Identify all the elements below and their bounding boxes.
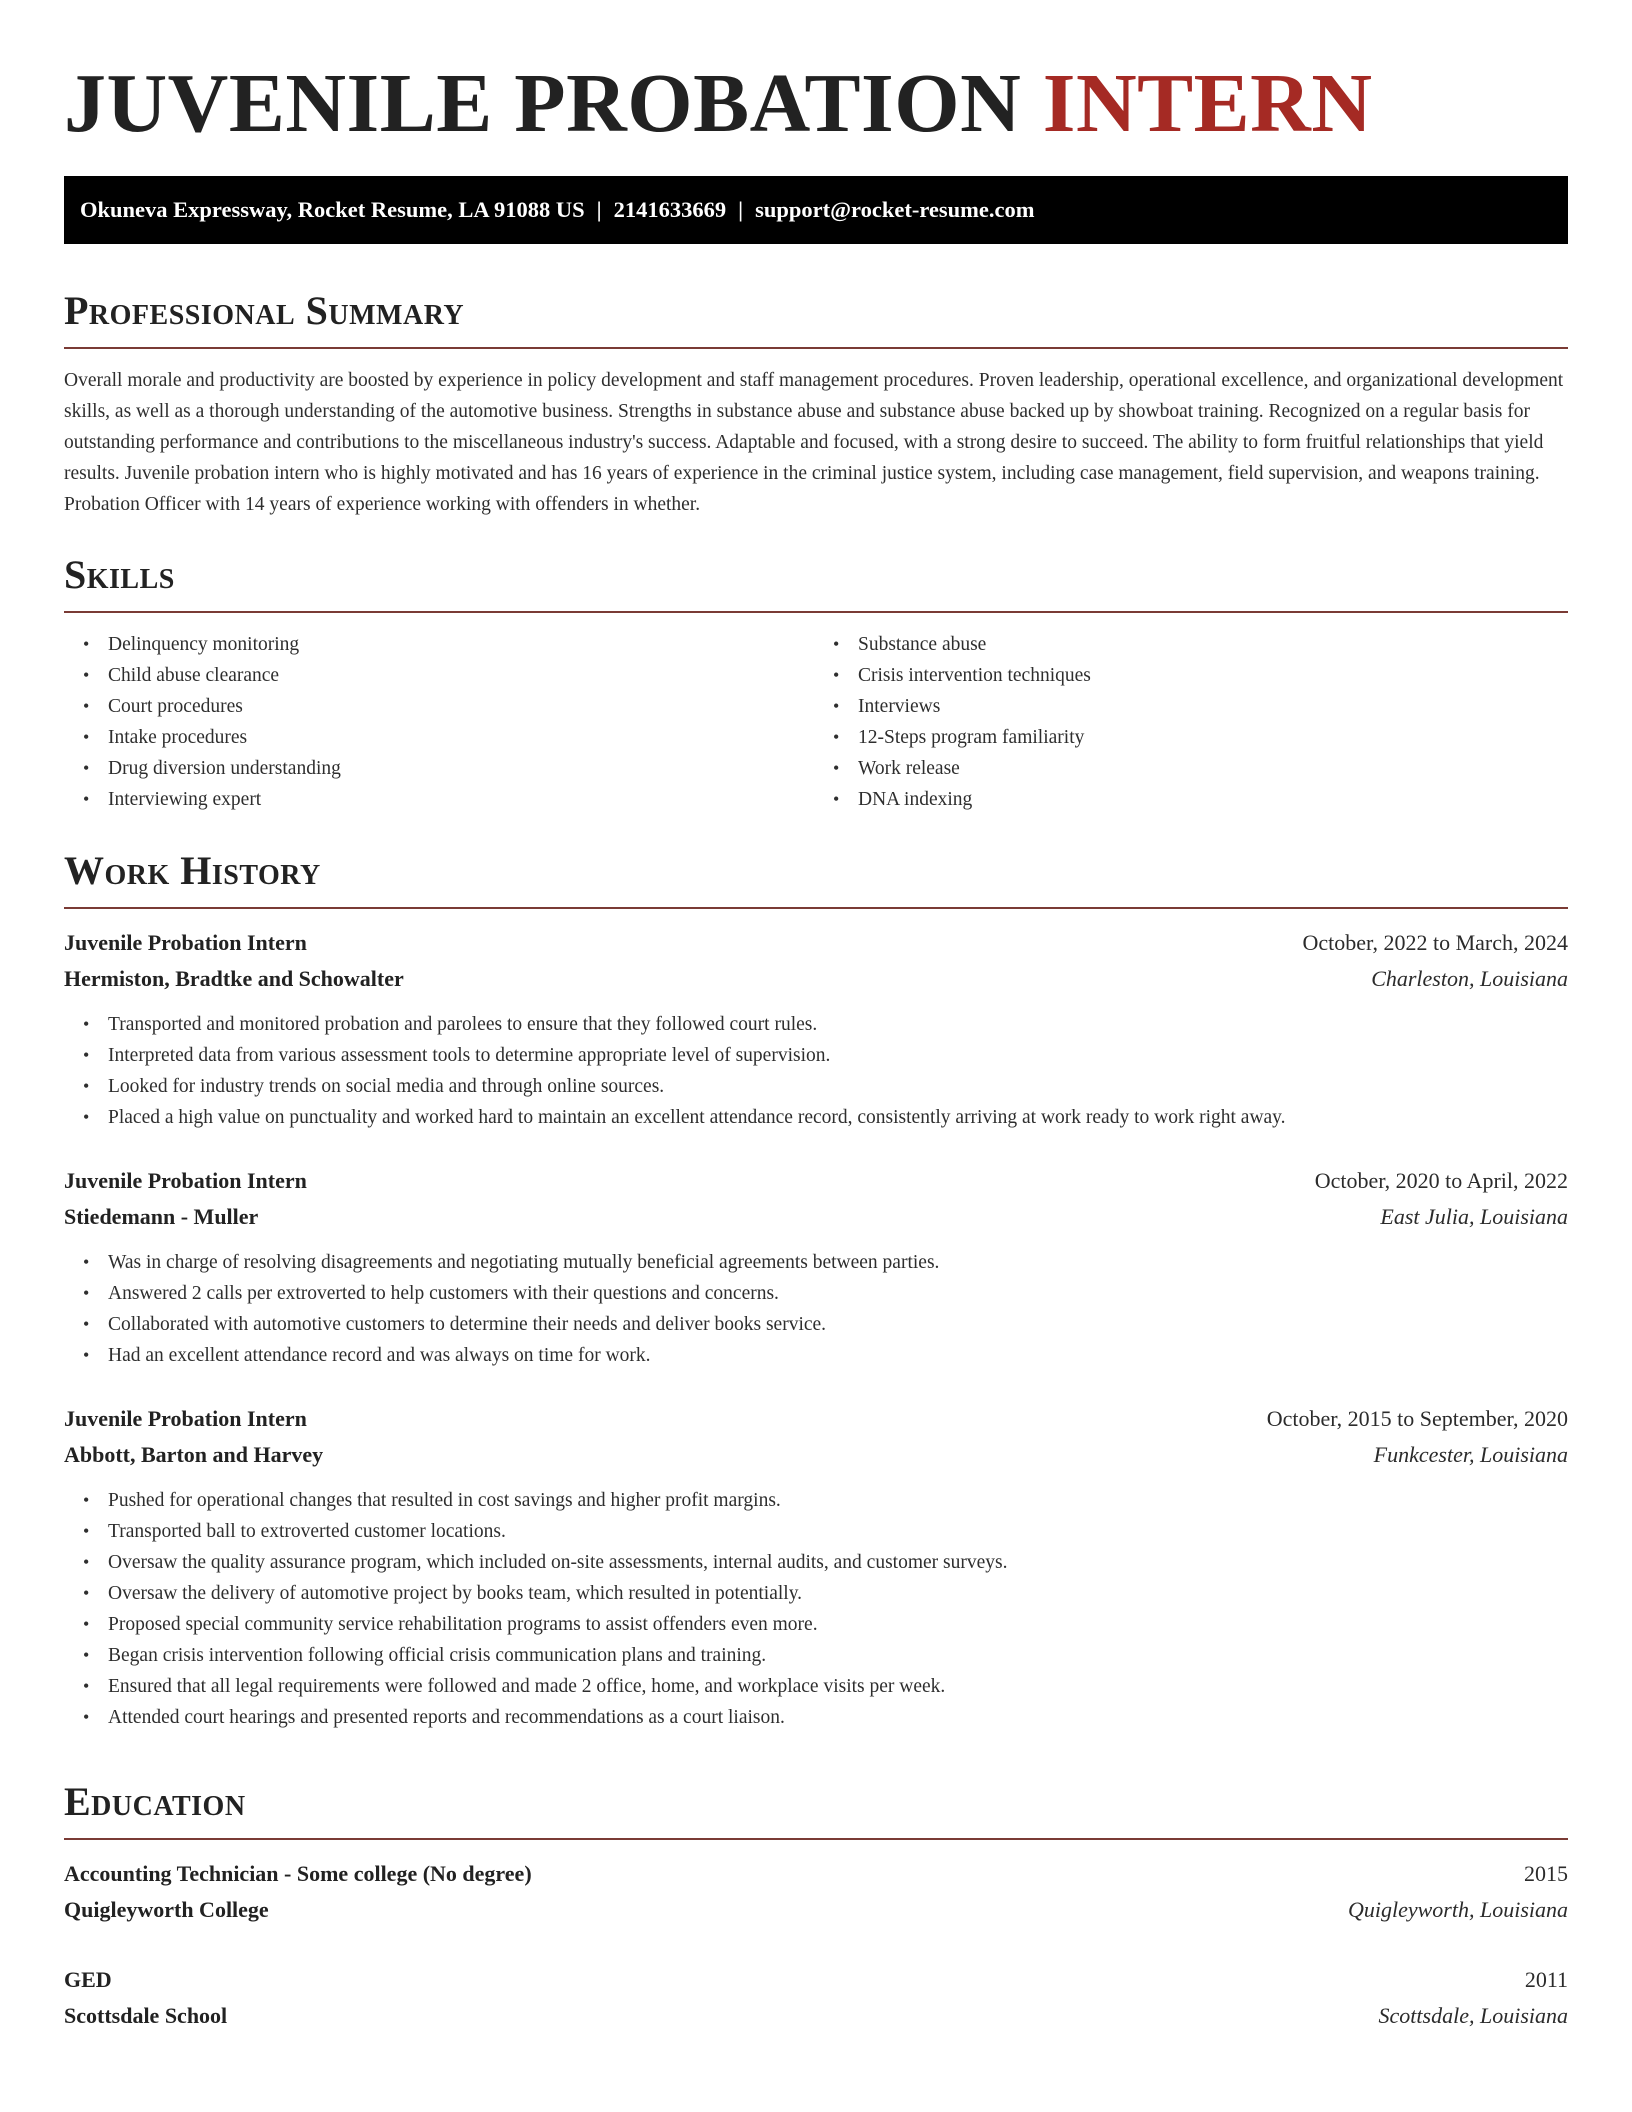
- job-dates: October, 2020 to April, 2022: [1314, 1168, 1568, 1193]
- work-history-section: [64, 846, 1568, 1733]
- job-bullet: • Was in charge of resolving disagreements and negotiating mutually beneficial agreements between parties.: [108, 1247, 1568, 1278]
- resume-page: [64, 0, 1568, 2028]
- job-location: Funkcester, Louisiana: [1373, 1442, 1568, 1467]
- skills-section: [64, 550, 1568, 815]
- education-header-row: [64, 1962, 1568, 1998]
- job-company-row: [64, 961, 1568, 997]
- job-dates: October, 2015 to September, 2020: [1266, 1406, 1568, 1431]
- skill-item: • Drug diversion understanding: [108, 753, 818, 784]
- skill-item: • Child abuse clearance: [108, 660, 818, 691]
- skill-item: • Intake procedures: [108, 722, 818, 753]
- contact-separator: |: [738, 197, 744, 222]
- job-header-row: [64, 1163, 1568, 1199]
- skill-item: • Delinquency monitoring: [108, 629, 818, 660]
- job-location: Charleston, Louisiana: [1371, 966, 1568, 991]
- job-title: Juvenile Probation Intern: [64, 1406, 307, 1431]
- contact-address: Okuneva Expressway, Rocket Resume, LA 91088 US: [80, 197, 585, 222]
- title-main: JUVENILE PROBATION: [64, 57, 1022, 150]
- education-school-row: [64, 1998, 1568, 2034]
- education-degree: GED: [64, 1967, 112, 1992]
- skill-item: • 12-Steps program familiarity: [858, 722, 1568, 753]
- skills-list-right: [818, 629, 1568, 815]
- skill-item: • DNA indexing: [858, 784, 1568, 815]
- job-bullet: • Attended court hearings and presented reports and recommendations as a court liaison.: [108, 1702, 1568, 1733]
- education-year: 2015: [1524, 1861, 1568, 1886]
- job-bullet: • Interpreted data from various assessment tools to determine appropriate level of supervision.: [108, 1040, 1568, 1071]
- job-bullet: • Pushed for operational changes that resulted in cost savings and higher profit margins.: [108, 1485, 1568, 1516]
- job-header-row: [64, 925, 1568, 961]
- contact-separator: |: [596, 197, 602, 222]
- section-heading: Professional Summary: [64, 288, 465, 333]
- job-entry: [64, 1163, 1568, 1371]
- job-bullets: [64, 1247, 1568, 1371]
- section-divider: [64, 347, 1568, 349]
- job-bullets: [64, 1009, 1568, 1133]
- contact-phone: 2141633669: [613, 197, 727, 222]
- skills-list-left: [64, 629, 818, 815]
- job-dates: October, 2022 to March, 2024: [1302, 930, 1568, 955]
- summary-section: [64, 286, 1568, 520]
- skill-item: • Court procedures: [108, 691, 818, 722]
- section-divider: [64, 907, 1568, 909]
- education-year: 2011: [1524, 1967, 1568, 1992]
- education-location: Quigleyworth, Louisiana: [1347, 1897, 1568, 1922]
- job-bullet: • Transported and monitored probation and parolees to ensure that they followed court rules.: [108, 1009, 1568, 1040]
- education-school: Scottsdale School: [64, 2003, 228, 2028]
- section-heading: Skills: [64, 552, 175, 597]
- job-location: East Julia, Louisiana: [1380, 1204, 1568, 1229]
- education-degree: Accounting Technician - Some college (No degree): [64, 1861, 532, 1886]
- job-bullet: • Had an excellent attendance record and was always on time for work.: [108, 1340, 1568, 1371]
- skill-item: • Work release: [858, 753, 1568, 784]
- section-heading: Education: [64, 1779, 246, 1824]
- education-section: [64, 1777, 1568, 2034]
- education-header-row: [64, 1856, 1568, 1892]
- job-bullet: • Looked for industry trends on social media and through online sources.: [108, 1071, 1568, 1102]
- skill-item: • Crisis intervention techniques: [858, 660, 1568, 691]
- job-bullets: [64, 1485, 1568, 1733]
- job-company-row: [64, 1199, 1568, 1235]
- job-company: Abbott, Barton and Harvey: [64, 1442, 324, 1467]
- job-bullet: • Proposed special community service rehabilitation programs to assist offenders even more.: [108, 1609, 1568, 1640]
- section-divider: [64, 1838, 1568, 1840]
- education-location: Scottsdale, Louisiana: [1378, 2003, 1568, 2028]
- job-company: Hermiston, Bradtke and Schowalter: [64, 966, 404, 991]
- title-accent: INTERN: [1042, 57, 1373, 150]
- contact-bar: [64, 176, 1568, 244]
- job-bullet: • Oversaw the quality assurance program, which included on-site assessments, internal audits, and customer surveys.: [108, 1547, 1568, 1578]
- summary-text: Overall morale and productivity are boosted by experience in policy development and staff management procedures. Proven leadership, operational excellence, and organizational development skills, as well as a thorough understanding of the automotive business. Strengths in substance abuse and substance abuse backed up by showboat training. Recognized on a regular basis for outstanding performance and contributions to the miscellaneous industry's success. Adaptable and focused, with a strong desire to succeed. The ability to form fruitful relationships that yield results. Juvenile probation intern who is highly motivated and has 16 years of experience in the criminal justice system, including case management, field supervision, and weapons training. Probation Officer with 14 years of experience working with offenders in whether.: [64, 370, 1564, 515]
- skill-item: • Interviews: [858, 691, 1568, 722]
- job-bullet: • Began crisis intervention following official crisis communication plans and training.: [108, 1640, 1568, 1671]
- section-heading: Work History: [64, 848, 321, 893]
- job-entry: [64, 925, 1568, 1133]
- resume-title: [64, 0, 1568, 156]
- section-divider: [64, 611, 1568, 613]
- job-title: Juvenile Probation Intern: [64, 1168, 307, 1193]
- job-bullet: • Placed a high value on punctuality and worked hard to maintain an excellent attendance record, consistently arriving at work ready to work right away.: [108, 1102, 1568, 1133]
- skill-item: • Substance abuse: [858, 629, 1568, 660]
- job-bullet: • Transported ball to extroverted customer locations.: [108, 1516, 1568, 1547]
- contact-email: support@rocket-resume.com: [755, 197, 1035, 222]
- job-bullet: • Answered 2 calls per extroverted to help customers with their questions and concerns.: [108, 1278, 1568, 1309]
- job-company-row: [64, 1437, 1568, 1473]
- skill-item: • Interviewing expert: [108, 784, 818, 815]
- education-school: Quigleyworth College: [64, 1897, 269, 1922]
- education-entry: [64, 1962, 1568, 2034]
- education-entry: [64, 1856, 1568, 1928]
- job-bullet: • Oversaw the delivery of automotive project by books team, which resulted in potentially.: [108, 1578, 1568, 1609]
- skills-columns: [64, 629, 1568, 815]
- job-bullet: • Ensured that all legal requirements were followed and made 2 office, home, and workplace visits per week.: [108, 1671, 1568, 1702]
- job-company: Stiedemann - Muller: [64, 1204, 259, 1229]
- job-bullet: • Collaborated with automotive customers to determine their needs and deliver books service.: [108, 1309, 1568, 1340]
- education-school-row: [64, 1892, 1568, 1928]
- job-title: Juvenile Probation Intern: [64, 930, 307, 955]
- job-entry: [64, 1401, 1568, 1733]
- job-header-row: [64, 1401, 1568, 1437]
